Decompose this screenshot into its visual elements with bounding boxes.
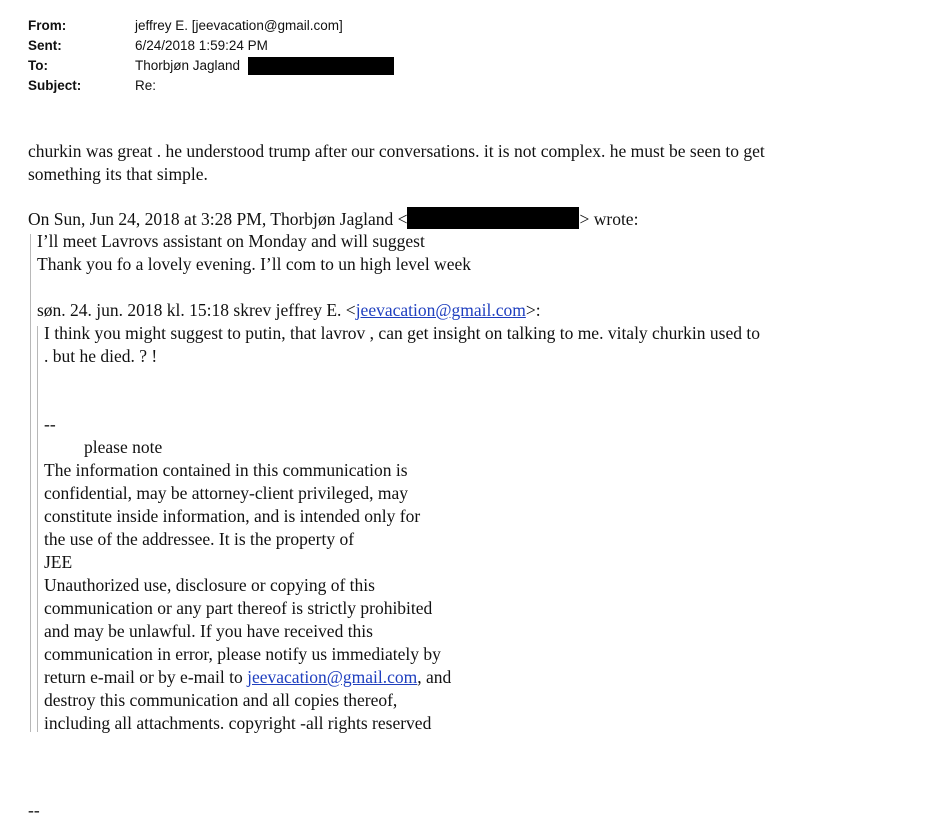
disclaimer-line: and may be unlawful. If you have received this xyxy=(44,621,373,641)
subject-row xyxy=(28,76,394,96)
disclaimer-line: JEE xyxy=(44,552,73,572)
attribution-text: >: xyxy=(525,300,541,320)
quoted-line: . but he died. ? ! xyxy=(44,346,158,366)
nested-quote-attribution xyxy=(37,299,541,322)
quoted-message xyxy=(37,230,471,276)
subject-label: Subject: xyxy=(28,78,82,93)
body-line: something its that simple. xyxy=(28,164,208,184)
disclaimer-line: the use of the addressee. It is the property of xyxy=(44,529,355,549)
quote-bar xyxy=(30,234,31,732)
quoted-line: I think you might suggest to putin, that lavrov , can get insight on talking to me. vitaly churkin used to xyxy=(44,323,760,343)
from-value: jeffrey E. [jeevacation@gmail.com] xyxy=(135,18,343,33)
to-value: Thorbjøn Jagland xyxy=(135,58,241,73)
disclaimer-line: communication in error, please notify us immediately by xyxy=(44,644,441,664)
quoted-line: Thank you fo a lovely evening. I’ll com to un high level week xyxy=(37,254,471,274)
redaction-bar xyxy=(248,57,394,75)
nested-quote-bar xyxy=(37,326,38,732)
attribution-text: > wrote: xyxy=(579,209,639,229)
redaction-bar xyxy=(407,207,579,229)
to-label: To: xyxy=(28,58,48,73)
disclaimer-line: including all attachments. copyright -all rights reserved xyxy=(44,713,432,733)
disclaimer-line: Unauthorized use, disclosure or copying of this xyxy=(44,575,375,595)
disclaimer-line xyxy=(44,666,451,689)
quoted-line: I’ll meet Lavrovs assistant on Monday and will suggest xyxy=(37,231,425,251)
footer-separator: -- xyxy=(28,800,40,820)
attribution-text: On Sun, Jun 24, 2018 at 3:28 PM, Thorbjøn Jagland < xyxy=(28,209,408,229)
please-note: please note xyxy=(84,437,163,457)
from-row xyxy=(28,16,394,36)
signature-separator: -- xyxy=(44,414,56,434)
attribution-text: søn. 24. jun. 2018 kl. 15:18 skrev jeffrey E. < xyxy=(37,300,356,320)
disclaimer-line: constitute inside information, and is intended only for xyxy=(44,506,421,526)
sent-row xyxy=(28,36,394,56)
disclaimer-text: , and xyxy=(417,667,452,687)
email-link[interactable]: jeevacation@gmail.com xyxy=(247,667,418,687)
disclaimer-line: destroy this communication and all copies thereof, xyxy=(44,690,398,710)
sent-value: 6/24/2018 1:59:24 PM xyxy=(135,38,268,53)
from-label: From: xyxy=(28,18,67,33)
quote-attribution xyxy=(28,207,638,231)
to-row xyxy=(28,56,394,76)
nested-quoted-message xyxy=(44,322,760,368)
subject-value: Re: xyxy=(135,78,157,93)
body-line: churkin was great . he understood trump after our conversations. it is not complex. he must be seen to get xyxy=(28,141,765,161)
email-header xyxy=(28,16,394,96)
message-body xyxy=(28,140,765,186)
signature-block xyxy=(44,413,451,735)
disclaimer-line: confidential, may be attorney-client privileged, may xyxy=(44,483,408,503)
disclaimer-text: return e-mail or by e-mail to xyxy=(44,667,248,687)
disclaimer-line: The information contained in this communication is xyxy=(44,460,408,480)
disclaimer-line: communication or any part thereof is strictly prohibited xyxy=(44,598,433,618)
sent-label: Sent: xyxy=(28,38,62,53)
email-link[interactable]: jeevacation@gmail.com xyxy=(355,300,526,320)
